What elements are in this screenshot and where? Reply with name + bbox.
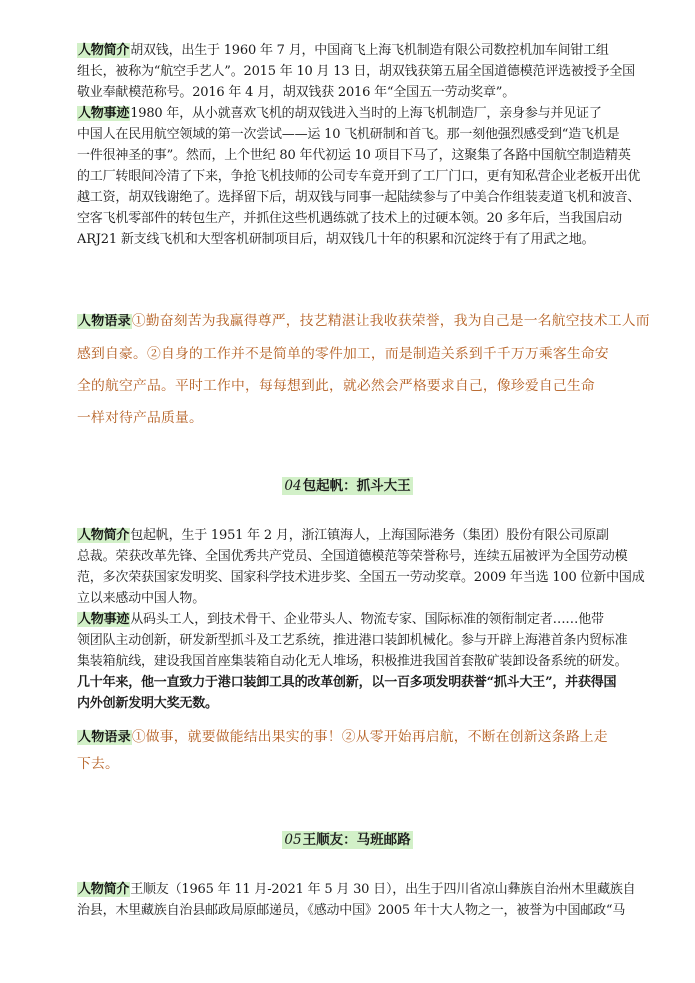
s2-story-line: 领团队主动创新，研发新型抓斗及工艺系统，推进港口装卸机械化。参与开辟上海港首条内贸标准 <box>77 633 628 648</box>
s3-intro-tag: 人物简介 <box>78 882 130 897</box>
s1-quote-paragraph <box>77 305 652 434</box>
s1-intro-line: 组长，被称为“航空手艺人”。2015 年 10 月 13 日，胡双钱获第五届全国道德模范评选被授予全国 <box>77 64 635 79</box>
s2-bold-line: 几十年来，他一直致力于港口装卸工具的改革创新，以一百多项发明获誉“抓斗大王”，并获得国 <box>77 675 617 690</box>
s2-story-line: 集装箱航线，建设我国首座集装箱自动化无人堆场，积极推进我国首套散矿装卸设备系统的研发。 <box>77 654 628 669</box>
s2-quote-tag: 人物语录 <box>78 730 131 745</box>
s1-intro-tag: 人物简介 <box>78 43 130 58</box>
s1-story-line: 一件很神圣的事”。然而，上个世纪 80 年代初运 10 项目下马了，这聚集了各路中国航空制造精英 <box>77 148 631 163</box>
s1-story-line: 1980 年，从小就喜欢飞机的胡双钱进入当时的上海飞机制造厂，亲身参与并见证了 <box>130 106 602 121</box>
s3-intro-paragraph <box>77 879 652 921</box>
s3-title <box>0 830 695 850</box>
s1-story-line: 越工资，胡双钱谢绝了。选择留下后，胡双钱与同事一起陆续参与了中美合作组装麦道飞机和波音、 <box>77 190 641 205</box>
s3-number: 05 <box>284 832 302 848</box>
s2-quote-line: 下去。 <box>77 756 119 772</box>
s1-quote-tag: 人物语录 <box>78 314 131 329</box>
s1-story-line: ARJ21 新支线飞机和大型客机研制项目后，胡双钱几十年的积累和沉淀终于有了用武之地。 <box>77 232 595 247</box>
s2-intro-tag: 人物简介 <box>78 528 130 543</box>
s1-story-tag: 人物事迹 <box>78 106 130 121</box>
s1-story-line: 空客飞机零部件的转包生产，并抓住这些机遇练就了技术上的过硬本领。20 多年后，当我国启动 <box>77 211 622 226</box>
s2-story-line: 从码头工人，到技术骨干、企业带头人、物流专家、国际标准的领衔制定者……他带 <box>130 612 604 627</box>
s1-quote-line: ①勤奋刻苦为我赢得尊严，技艺精湛让我收获荣誉，我为自己是一名航空技术工人而 <box>131 313 650 329</box>
s1-intro-line: 胡双钱，出生于 1960 年 7 月，中国商飞上海飞机制造有限公司数控机加车间钳工组 <box>130 43 609 58</box>
s2-number: 04 <box>284 478 302 494</box>
s3-name: 王顺友：马班邮路 <box>302 832 411 848</box>
s2-bold-line: 内外创新发明大奖无数。 <box>77 696 218 711</box>
s1-intro-line: 敬业奉献模范称号。2016 年 4 月，胡双钱获 2016 年“全国五一劳动奖章”。 <box>77 85 515 100</box>
s2-quote-paragraph <box>77 724 652 777</box>
s3-intro-line: 治县，木里藏族自治县邮政局原邮递员，《感动中国》2005 年十大人物之一，被誉为中国邮政“马 <box>77 903 626 918</box>
s2-intro-paragraph <box>77 525 652 609</box>
s1-story-line: 的工厂转眼间冷清了下来，争抢飞机技师的公司专车竟开到了工厂门口，更有知私营企业老板开出优 <box>77 169 641 184</box>
s2-intro-line: 总裁。荣获改革先锋、全国优秀共产党员、全国道德模范等荣誉称号，连续五届被评为全国劳动模 <box>77 549 628 564</box>
s2-name: 包起帆：抓斗大王 <box>302 478 411 494</box>
s2-intro-line: 范，多次荣获国家发明奖、国家科学技术进步奖、全国五一劳动奖章。2009 年当选 100 位新中国成 <box>77 570 645 585</box>
s1-intro-paragraph <box>77 40 652 103</box>
s1-quote-line: 一样对待产品质量。 <box>77 410 203 426</box>
s2-quote-line: ①做事，就要做能结出果实的事！②从零开始再启航，不断在创新这条路上走 <box>131 729 608 745</box>
s2-story-tag: 人物事迹 <box>78 612 130 627</box>
s1-quote-line: 感到自豪。②自身的工作并不是简单的零件加工，而是制造关系到千千万万乘客生命安 <box>77 346 609 362</box>
s3-intro-line: 王顺友（1965 年 11 月-2021 年 5 月 30 日），出生于四川省凉山彝族自治州木里藏族自 <box>130 882 636 897</box>
s2-story-paragraph <box>77 609 652 714</box>
s2-intro-line: 包起帆，生于 1951 年 2 月，浙江镇海人，上海国际港务（集团）股份有限公司原副 <box>130 528 609 543</box>
s1-story-paragraph <box>77 103 652 250</box>
s1-quote-line: 全的航空产品。平时工作中，每每想到此，就必然会严格要求自己，像珍爱自己生命 <box>77 378 595 394</box>
s2-intro-line: 立以来感动中国人物。 <box>77 591 206 606</box>
s1-story-line: 中国人在民用航空领域的第一次尝试——运 10 飞机研制和首飞。那一刻他强烈感受到“造飞机是 <box>77 127 620 142</box>
s2-title <box>0 476 695 496</box>
